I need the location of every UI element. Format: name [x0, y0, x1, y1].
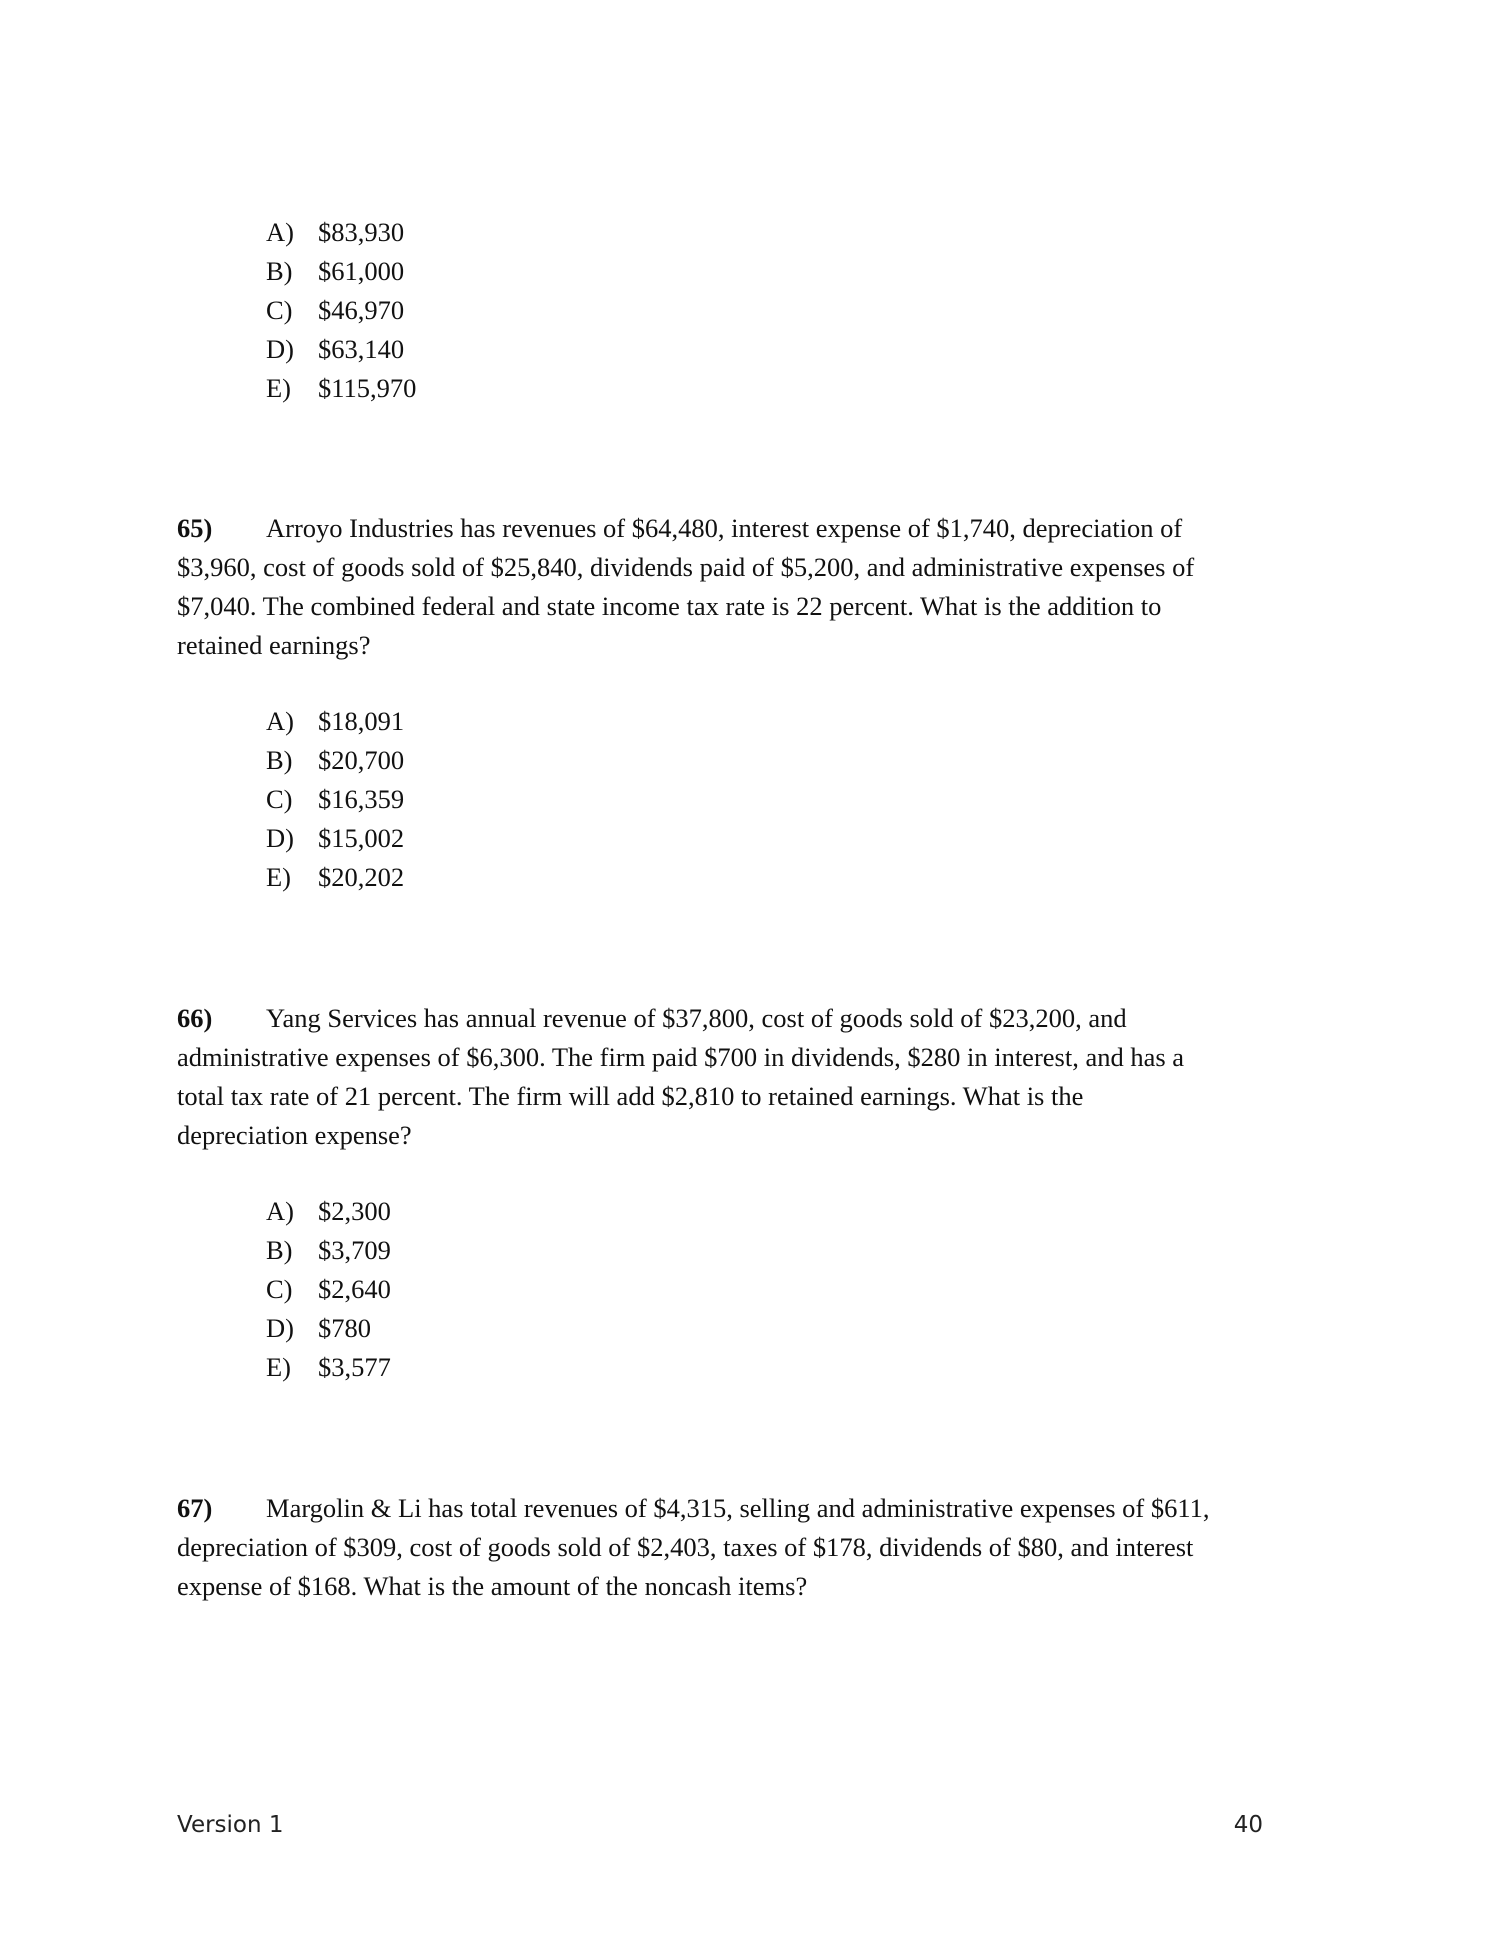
question-67: 67) Margolin & Li has total revenues of $4,315, selling and administrative expenses of $611, depreciation of $309, cost of goods sold of $2,403, taxes of $178, dividends of $80, and interest expense of $168. What is the amount of the noncash items?: [177, 1493, 1210, 1601]
question-66-options: [266, 1192, 391, 1387]
option-a: A) $18,091: [266, 706, 405, 736]
option-c: C) $16,359: [266, 784, 405, 814]
option-b: B) $61,000: [266, 256, 405, 286]
option-a: A) $2,300: [266, 1196, 391, 1226]
option-b: B) $20,700: [266, 745, 405, 775]
option-a: A) $83,930: [266, 217, 405, 247]
option-d: D) $15,002: [266, 823, 405, 853]
option-b: B) $3,709: [266, 1235, 391, 1265]
option-e: E) $115,970: [266, 373, 417, 403]
option-c: C) $46,970: [266, 295, 405, 325]
option-e: E) $3,577: [266, 1352, 391, 1382]
question-65: 65) Arroyo Industries has revenues of $64,480, interest expense of $1,740, depreciation of $3,960, cost of goods sold of $25,840, dividends paid of $5,200, and administrative expenses of $7,040. The combined federal and state income tax rate is 22 percent. What is the addition to retained earnings?: [177, 513, 1195, 660]
option-e: E) $20,202: [266, 862, 405, 892]
option-d: D) $780: [266, 1313, 371, 1343]
footer-version: Version 1: [177, 1812, 284, 1838]
question-65-options: [266, 702, 404, 897]
prev-question-options: [266, 213, 416, 408]
footer-page-number: 40: [1233, 1812, 1263, 1838]
question-66: 66) Yang Services has annual revenue of $37,800, cost of goods sold of $23,200, and administrative expenses of $6,300. The firm paid $700 in dividends, $280 in interest, and has a total tax rate of 21 percent. The firm will add $2,810 to retained earnings. What is the depreciation expense?: [177, 1003, 1185, 1150]
option-c: C) $2,640: [266, 1274, 391, 1304]
option-d: D) $63,140: [266, 334, 405, 364]
